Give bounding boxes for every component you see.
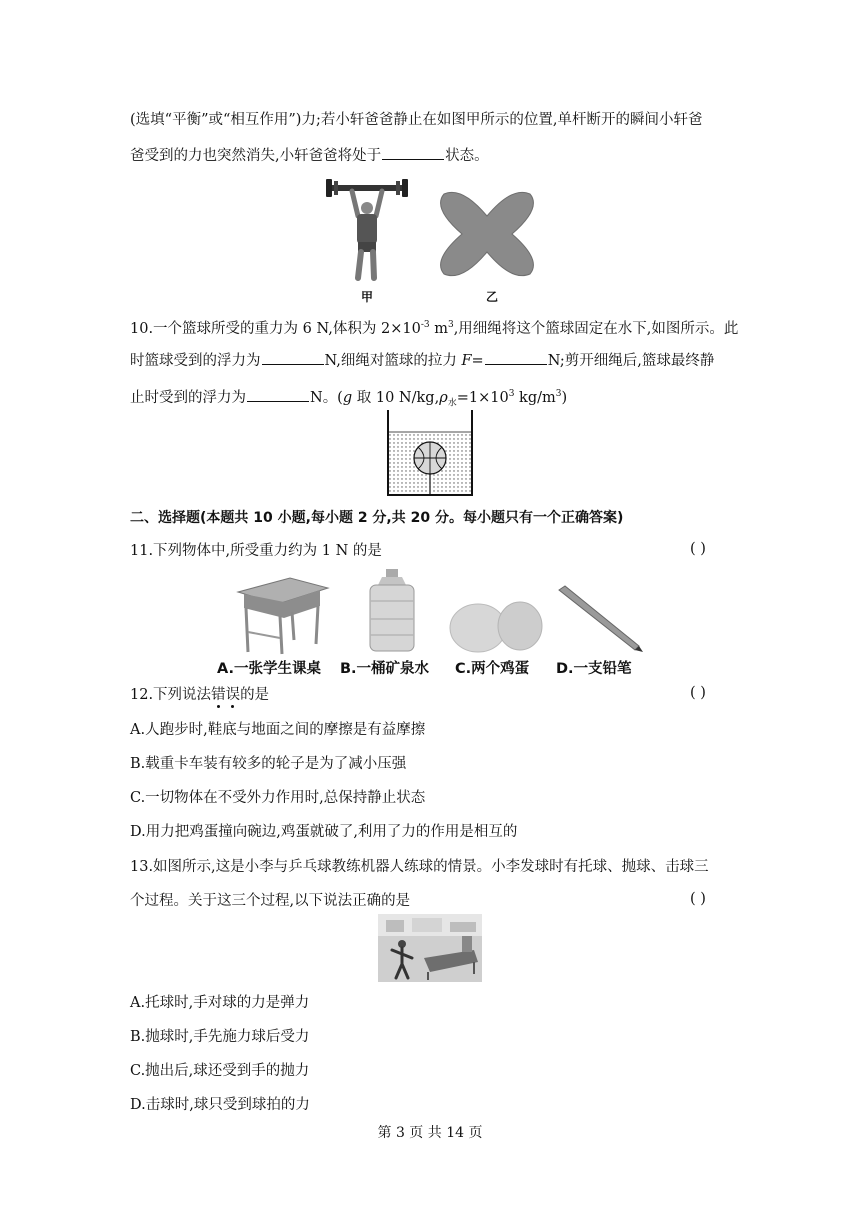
q9-text-end: 状态。: [445, 148, 489, 164]
figure-yi-bandage: [432, 188, 542, 280]
q11-option-d: D.一支铅笔: [556, 661, 632, 677]
figure-basketball-in-water: [385, 410, 475, 498]
q13-line-1: 13.如图所示,这是小李与乒乓球教练机器人练球的情景。小李发球时有托球、抛球、击球三: [130, 859, 709, 875]
emphasis-char-1: 错: [211, 687, 226, 703]
page-number-footer: 第 3 页 共 14 页: [377, 1125, 483, 1141]
section-2-title: 二、选择题(本题共 10 小题,每小题 2 分,共 20 分。每小题只有一个正确答案): [130, 510, 624, 526]
table-tennis-robot-image: [378, 914, 482, 982]
q12-option-b: B.载重卡车装有较多的轮子是为了减小压强: [130, 756, 407, 772]
q10-blank-1: [262, 350, 324, 365]
q12-option-c: C.一切物体在不受外力作用时,总保持静止状态: [130, 790, 426, 806]
q10-blank-2: [485, 350, 547, 365]
q11-stem: 11.下列物体中,所受重力约为 1 N 的是: [130, 543, 382, 559]
q12-answer-paren: ( ): [690, 685, 706, 701]
q12-option-a: A.人跑步时,鞋底与地面之间的摩擦是有益摩擦: [130, 722, 426, 738]
q10-line-3: 止时受到的浮力为 N。(g 取 10 $N/kg,\rho_水=1\times 10^3$ $kg/m^3$): [130, 384, 567, 414]
q13-option-c: C.抛出后,球还受到手的抛力: [130, 1063, 310, 1079]
q9-line-1: (选填“平衡”或“相互作用”)力;若小轩爸爸静止在如图甲所示的位置,单杆断开的瞬间小轩爸: [130, 112, 703, 128]
q9-blank: [382, 145, 444, 160]
q10-line-2: 时篮球受到的浮力为 N,细绳对篮球的拉力 F= N;剪开细绳后,篮球最终静: [130, 350, 714, 371]
q9-text: 爸受到的力也突然消失,小轩爸爸将处于: [130, 148, 382, 164]
figure-label-yi: 乙: [486, 290, 499, 304]
q11-option-c: C.两个鸡蛋: [455, 661, 530, 677]
pencil-image: [555, 584, 645, 654]
desk-image: [232, 570, 332, 655]
q13-option-a: A.托球时,手对球的力是弹力: [130, 995, 310, 1011]
q10-blank-3: [247, 387, 309, 402]
q12-option-d: D.用力把鸡蛋撞向碗边,鸡蛋就破了,利用了力的作用是相互的: [130, 824, 518, 840]
q13-answer-paren: ( ): [690, 891, 706, 907]
q13-line-2: 个过程。关于这三个过程,以下说法正确的是: [130, 893, 411, 909]
q13-option-b: B.抛球时,手先施力球后受力: [130, 1029, 310, 1045]
figure-label-jia: 甲: [361, 290, 374, 304]
water-bucket-image: [362, 567, 422, 655]
q11-option-a: A.一张学生课桌: [217, 661, 321, 677]
q10-line-1: 10.一个篮球所受的重力为 6 N,体积为 $2\times 10^{-3}$ $m^3$,用细绳将这个篮球固定在水下,如图所示。此: [130, 320, 739, 337]
q11-option-b: B.一桶矿泉水: [340, 661, 430, 677]
eggs-image: [446, 598, 546, 654]
emphasis-char-2: 误: [225, 687, 241, 703]
q11-answer-paren: ( ): [690, 541, 706, 557]
q9-line-2: [130, 145, 489, 166]
figure-jia-pullup: [322, 176, 412, 286]
q12-stem: 12.下列说法错误的是: [130, 687, 270, 703]
q13-option-d: D.击球时,球只受到球拍的力: [130, 1097, 310, 1113]
